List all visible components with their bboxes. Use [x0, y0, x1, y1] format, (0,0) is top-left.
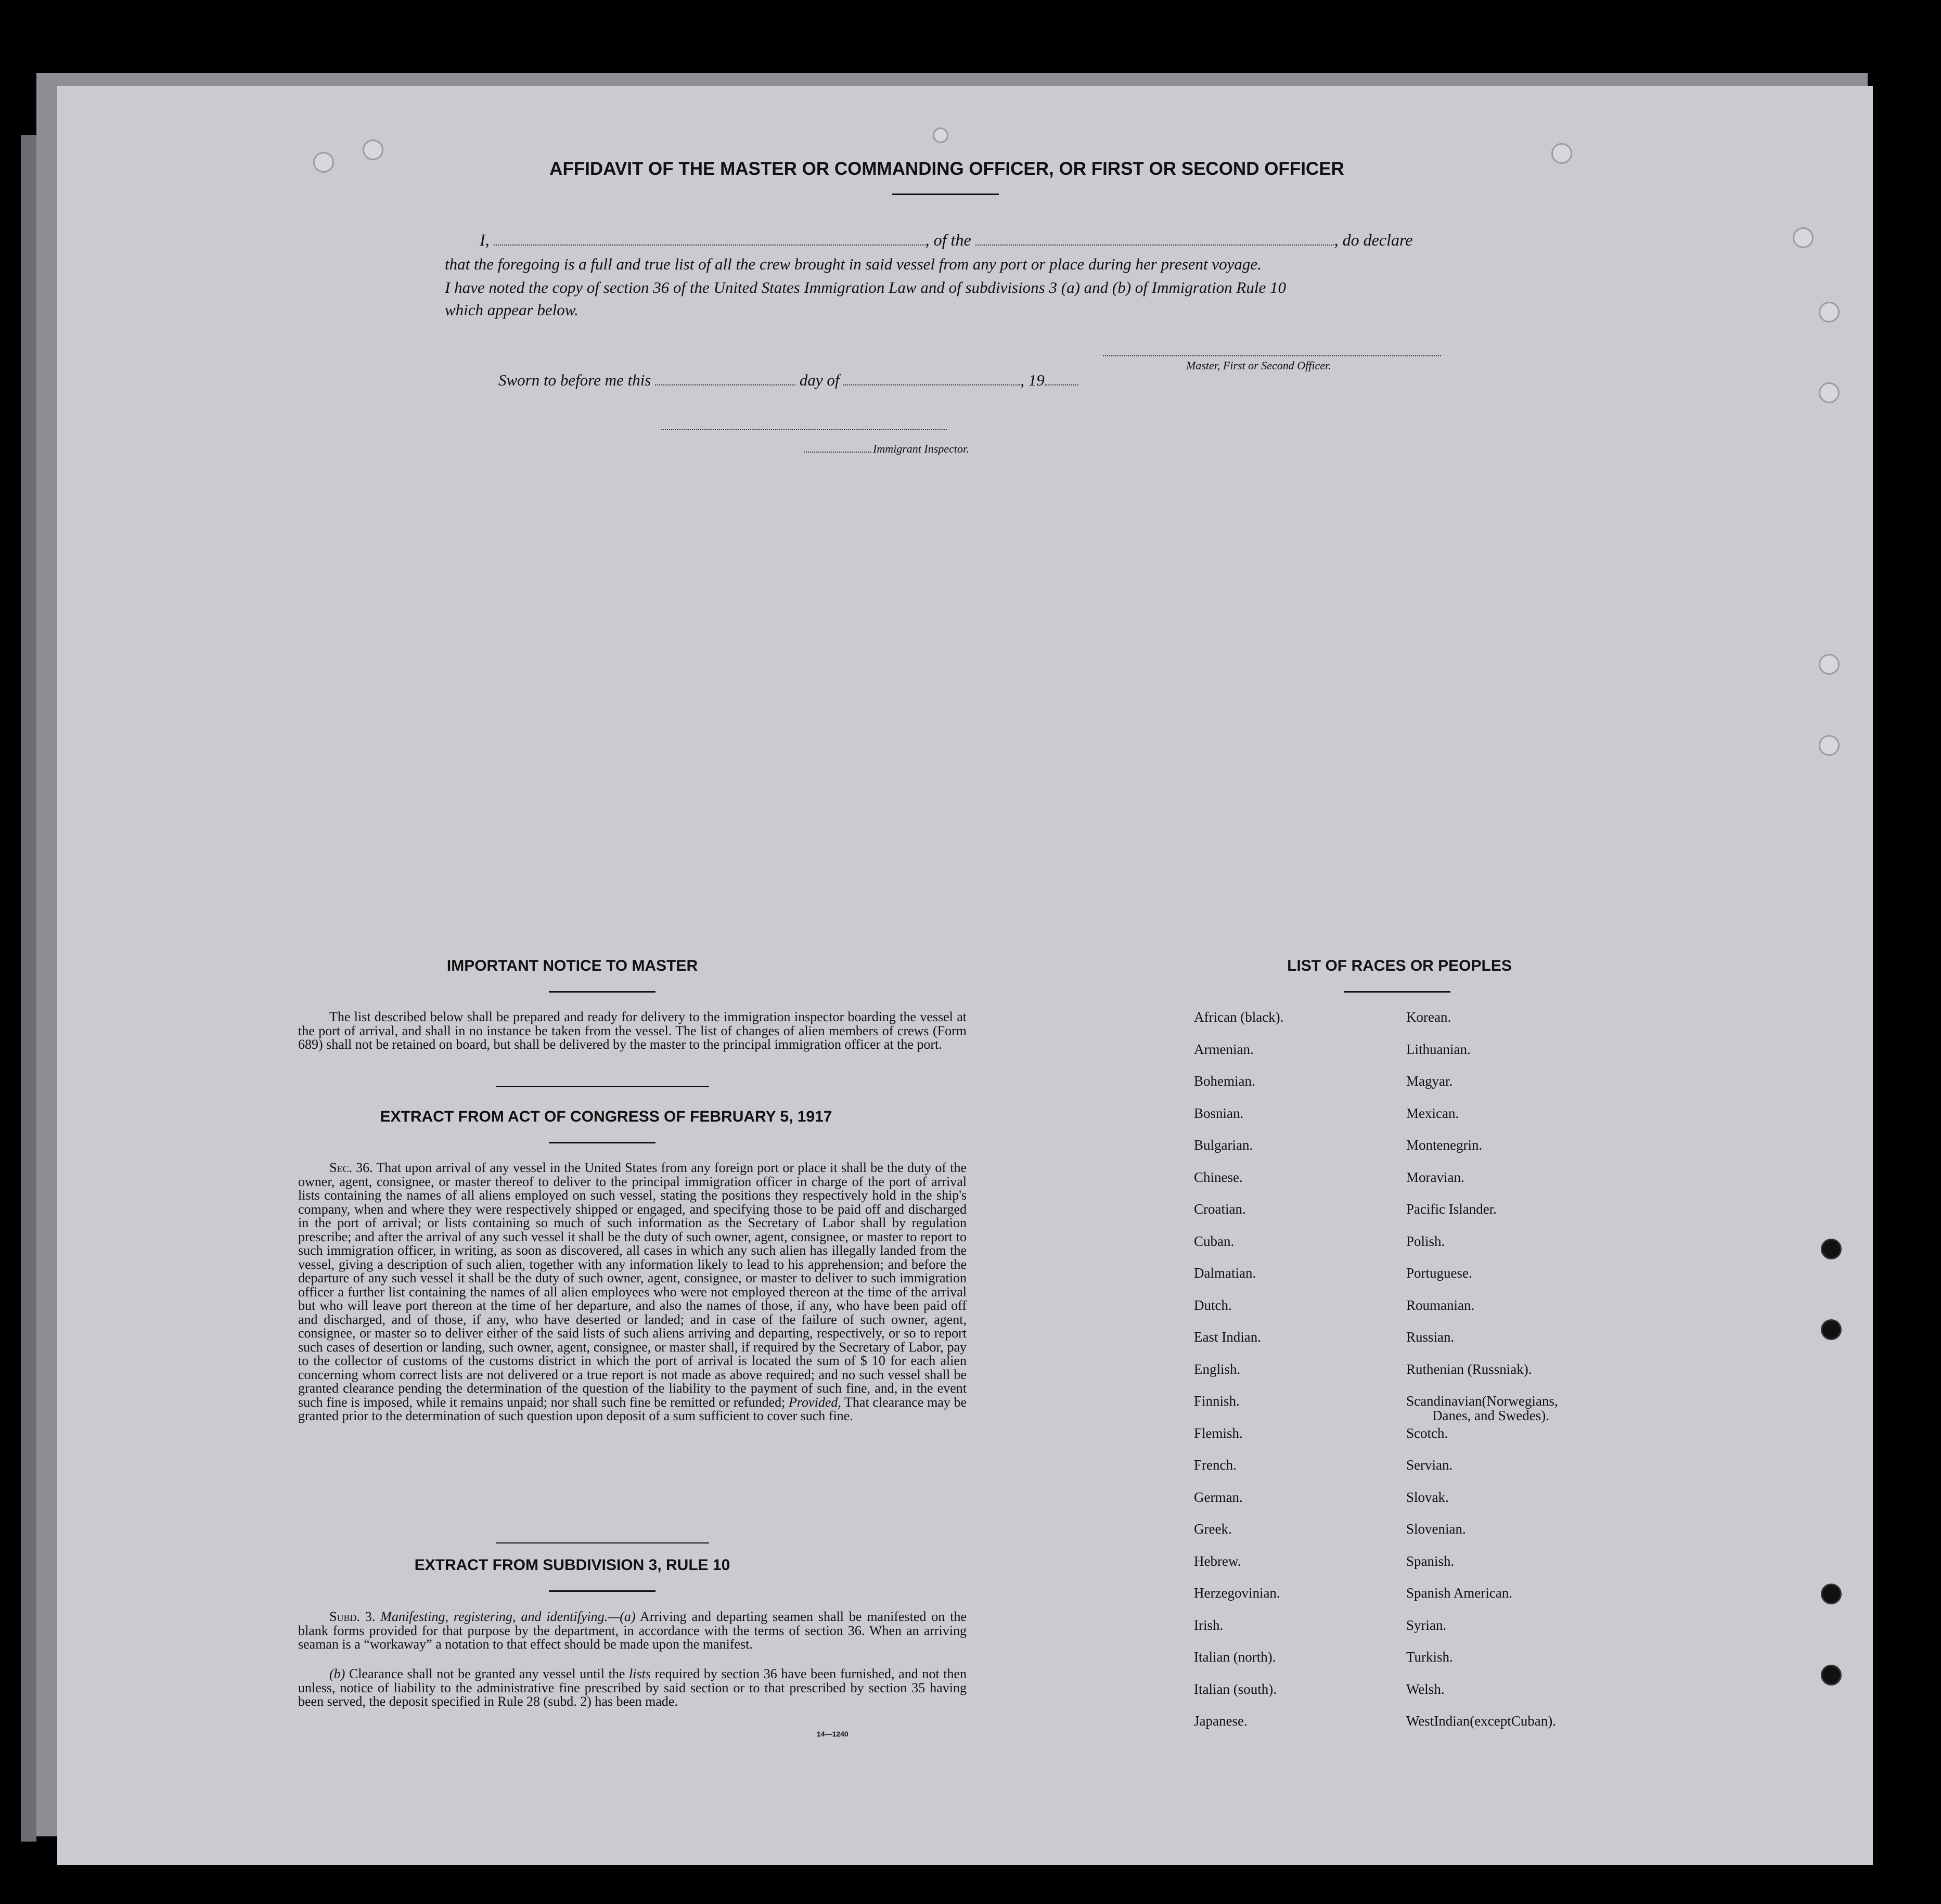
affidavit-line-2: that the foregoing is a full and true list of all the crew brought in said vessel from any port or place during her present voyage.	[445, 255, 1262, 273]
notice-divider	[496, 1086, 709, 1087]
rule-text-b	[298, 1667, 967, 1709]
punch-hole	[1821, 1584, 1842, 1604]
day-field[interactable]	[655, 384, 795, 385]
race-item: Japanese.	[1194, 1713, 1248, 1729]
month-field[interactable]	[843, 384, 1020, 385]
i-label: I,	[480, 230, 490, 249]
race-item: Flemish.	[1194, 1425, 1243, 1441]
act-title-rule	[549, 1142, 655, 1143]
master-signature-caption: Master, First or Second Officer.	[1186, 359, 1331, 372]
punch-hole	[363, 139, 383, 160]
back-sheet-edge	[21, 135, 36, 1842]
vessel-field[interactable]	[975, 245, 1334, 246]
sworn-label: Sworn to before me this	[498, 371, 651, 389]
race-item: Cuban.	[1194, 1233, 1235, 1249]
race-item: Portuguese.	[1406, 1265, 1472, 1281]
race-item: Italian (south).	[1194, 1681, 1277, 1697]
race-item: Lithuanian.	[1406, 1041, 1471, 1057]
punch-hole	[1819, 735, 1840, 756]
race-item: Montenegrin.	[1406, 1137, 1483, 1153]
race-item: Turkish.	[1406, 1649, 1453, 1665]
race-item: East Indian.	[1194, 1329, 1261, 1345]
affidavit-line-3: I have noted the copy of section 36 of the United States Immigration Law and of subdivisions 3 (a) and (b) of Immigration Rule 10	[445, 278, 1286, 297]
race-item: Syrian.	[1406, 1617, 1447, 1633]
provided-label: Provided,	[789, 1394, 841, 1410]
name-field[interactable]	[494, 245, 925, 246]
race-item: Dutch.	[1194, 1297, 1232, 1313]
year-field[interactable]	[1045, 384, 1078, 385]
notice-text: The list described below shall be prepared and ready for delivery to the immigration inspector boarding the vessel at the port of arrival, and shall in no instance be taken from the vessel. The list of changes of alien members of crews (Form 689) shall not be retained on board, but shall be delivered by the master to the principal immigration officer at the port.	[298, 1009, 967, 1052]
race-item: Greek.	[1194, 1521, 1232, 1537]
punch-hole	[1819, 654, 1840, 675]
lists-word: lists	[629, 1666, 651, 1681]
race-item: English.	[1194, 1361, 1241, 1377]
race-item: Irish.	[1194, 1617, 1224, 1633]
act-body-end: That clearance may be granted prior to the determination of such question upon deposit of a sum sufficient to cover such fine.	[298, 1394, 967, 1423]
affidavit-title: AFFIDAVIT OF THE MASTER OR COMMANDING OFFICER, OR FIRST OR SECOND OFFICER	[549, 159, 1344, 179]
race-item: German.	[1194, 1489, 1243, 1505]
race-item: Bohemian.	[1194, 1073, 1255, 1089]
rule-body-b2: required by section 36 have been furnished, and not then unless, notice of liability to the administrative fine prescribed by said section or to that prescribed by section 35 having been served, the deposit specified in Rule 28 (subd. 2) has been made.	[298, 1666, 967, 1709]
rule-body-a: Arriving and departing seamen shall be manifested on the blank forms provided for that purpose by the department, in accordance with the terms of section 36. When an arriving seaman is a “workaway” a notation to that effect should be made upon the manifest.	[298, 1609, 967, 1652]
races-title: LIST OF RACES OR PEOPLES	[1287, 957, 1512, 974]
race-item: Slovak.	[1406, 1489, 1449, 1505]
notice-title: IMPORTANT NOTICE TO MASTER	[446, 957, 698, 974]
race-item: Moravian.	[1406, 1169, 1464, 1185]
race-item: Welsh.	[1406, 1681, 1445, 1697]
rule-body-b1: Clearance shall not be granted any vessel until the	[349, 1666, 625, 1681]
race-item: Korean.	[1406, 1009, 1451, 1025]
punch-hole	[1819, 302, 1840, 323]
race-item: Croatian.	[1194, 1201, 1246, 1217]
punch-hole	[313, 152, 334, 173]
do-declare-label: , do declare	[1334, 230, 1413, 249]
act-divider	[496, 1542, 709, 1543]
b-label: (b)	[329, 1666, 345, 1681]
races-title-rule	[1344, 991, 1450, 993]
subd-label: Subd. 3.	[329, 1609, 376, 1624]
race-item: Spanish.	[1406, 1553, 1455, 1569]
of-the-label: , of the	[925, 230, 971, 249]
sworn-line	[498, 371, 1078, 390]
notice-title-rule	[549, 991, 655, 993]
inspector-leader-line	[804, 452, 871, 453]
act-body: That upon arrival of any vessel in the United States from any foreign port or place it shall be the duty of the owner, agent, consignee, or master thereof to deliver to the principal immigration officer in charge of the port of arrival lists containing the names of all aliens employed on such vessel, stating the positions they respectively hold in the ship's company, when and where they were respectively shipped or engaged, and specifying those to be paid off and discharged in the port of arrival; or lists containing so much of such information as the Secretary of Labor shall by regulation prescribe; and after the arrival of any such vessel it shall be the duty of such owner, agent, consignee, or master to report to such immigration officer, in writing, as soon as discovered, all cases in which any such alien has illegally landed from the vessel, giving a description of such alien, together with any information likely to lead to his apprehension; and before the departure of any such vessel it shall be the duty of such owner, agent, consignee, or master to deliver to such immigration officer a further list containing the names of all alien employees who were not employed thereon at the time of the arrival but who will leave port thereon at the time of her departure, and also the names of those, if any, who have been paid off and discharged, and of those, if any, who have deserted or landed; and in case of the failure of such owner, agent, consignee, or master so to deliver either of the said lists of such aliens arriving and departing, respectively, or so to report such cases of desertion or landing, such owner, agent, consignee, or master shall, if required by the Secretary of Labor, pay to the collector of customs of the customs district in which the port of arrival is located the sum of $ 10 for each alien concerning whom correct lists are not delivered or a true report is not made as above required; and no such vessel shall be granted clearance pending the determination of the question of the liability to the payment of such fine, and, in the event such fine is imposed, while it remains unpaid; nor shall such fine be remitted or refunded;	[298, 1160, 967, 1410]
race-item: Spanish American.	[1406, 1585, 1512, 1601]
rule-text-a	[298, 1610, 967, 1652]
race-item: Servian.	[1406, 1457, 1453, 1473]
race-item: African (black).	[1194, 1009, 1284, 1025]
race-item: Dalmatian.	[1194, 1265, 1256, 1281]
race-item: WestIndian(exceptCuban).	[1406, 1713, 1556, 1729]
race-item: Magyar.	[1406, 1073, 1453, 1089]
manifest-page	[57, 86, 1873, 1865]
form-number: 14—1240	[817, 1730, 849, 1738]
race-item: Chinese.	[1194, 1169, 1243, 1185]
punch-hole	[1821, 1319, 1842, 1340]
inspector-signature-line[interactable]	[661, 429, 947, 430]
race-item: Armenian.	[1194, 1041, 1254, 1057]
affidavit-line-1	[463, 230, 1503, 250]
punch-hole	[1821, 1239, 1842, 1259]
day-of-label: day of	[799, 371, 840, 389]
race-item: Scotch.	[1406, 1425, 1448, 1441]
race-item: Bulgarian.	[1194, 1137, 1253, 1153]
punch-hole	[1819, 382, 1840, 403]
race-item: Bosnian.	[1194, 1105, 1244, 1121]
race-item: Mexican.	[1406, 1105, 1459, 1121]
race-item: Danes, and Swedes).	[1432, 1407, 1549, 1423]
year-label: , 19	[1020, 371, 1045, 389]
race-item: Slovenian.	[1406, 1521, 1466, 1537]
rule-title-rule	[549, 1590, 655, 1592]
race-item: Hebrew.	[1194, 1553, 1241, 1569]
subd-heading: Manifesting, registering, and identifying.—(a)	[380, 1609, 636, 1624]
race-item: Polish.	[1406, 1233, 1445, 1249]
punch-hole	[1821, 1665, 1842, 1686]
race-item: French.	[1194, 1457, 1237, 1473]
race-item: Italian (north).	[1194, 1649, 1276, 1665]
master-signature-line[interactable]	[1103, 355, 1441, 356]
affidavit-title-rule	[892, 194, 999, 195]
punch-hole	[933, 127, 948, 143]
race-item: Roumanian.	[1406, 1297, 1475, 1313]
inspector-caption: Immigrant Inspector.	[873, 442, 969, 455]
sec-label: Sec. 36.	[329, 1160, 373, 1175]
act-title: EXTRACT FROM ACT OF CONGRESS OF FEBRUARY 5, 1917	[380, 1108, 832, 1125]
affidavit-line-4: which appear below.	[445, 301, 579, 319]
punch-hole	[1551, 143, 1572, 164]
race-item: Ruthenian (Russniak).	[1406, 1361, 1532, 1377]
race-item: Russian.	[1406, 1329, 1455, 1345]
act-text	[298, 1161, 967, 1423]
race-item: Finnish.	[1194, 1393, 1240, 1409]
race-item: Pacific Islander.	[1406, 1201, 1497, 1217]
race-item: Scandinavian(Norwegians,	[1406, 1393, 1558, 1409]
rule-title: EXTRACT FROM SUBDIVISION 3, RULE 10	[414, 1556, 730, 1574]
punch-hole	[1793, 227, 1814, 248]
race-item: Herzegovinian.	[1194, 1585, 1280, 1601]
